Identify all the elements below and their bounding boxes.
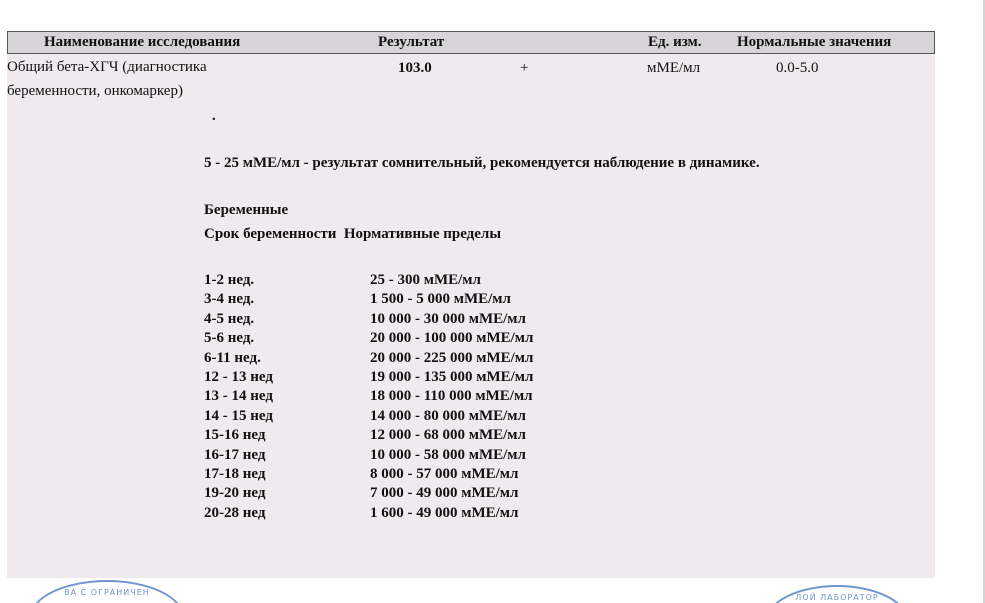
header-unit: Ед. изм. xyxy=(648,34,702,50)
comment-dot: . xyxy=(212,108,216,124)
col-term: Срок беременности xyxy=(204,226,337,242)
reference-row: 5-6 нед. 20 000 - 100 000 мМЕ/мл xyxy=(204,330,534,347)
pregnant-title: Беременные xyxy=(204,202,289,218)
reference-table-header xyxy=(204,226,501,243)
stamp-right-text: ЛОЙ ЛАБОРАТОР xyxy=(795,593,879,602)
pregnancy-reference-table xyxy=(204,271,533,523)
test-normal-range: 0.0-5.0 xyxy=(776,60,819,76)
table-header xyxy=(7,31,935,54)
header-test-name: Наименование исследования xyxy=(44,34,241,50)
reference-row: 6-11 нед. 20 000 - 225 000 мМЕ/мл xyxy=(204,349,534,366)
reference-row: 15-16 нед 12 000 - 68 000 мМЕ/мл xyxy=(204,427,526,444)
reference-row: 17-18 нед 8 000 - 57 000 мМЕ/мл xyxy=(204,465,519,482)
stamp-right xyxy=(765,585,909,603)
result-flag: + xyxy=(520,60,529,76)
reference-row: 4-5 нед. 10 000 - 30 000 мМЕ/мл xyxy=(204,310,526,327)
header-result: Результат xyxy=(378,34,445,50)
reference-row: 3-4 нед. 1 500 - 5 000 мМЕ/мл xyxy=(204,291,511,308)
reference-row: 16-17 нед 10 000 - 58 000 мМЕ/мл xyxy=(204,446,526,463)
stamp-left xyxy=(30,580,184,603)
reference-row: 14 - 15 нед 14 000 - 80 000 мМЕ/мл xyxy=(204,407,526,424)
reference-row: 13 - 14 нед 18 000 - 110 000 мМЕ/мл xyxy=(204,388,533,405)
doubtful-result-note: 5 - 25 мМЕ/мл - результат сомнительный, рекомендуется наблюдение в динамике. xyxy=(204,155,760,171)
header-normal-values: Нормальные значения xyxy=(737,34,892,50)
reference-row: 12 - 13 нед 19 000 - 135 000 мМЕ/мл xyxy=(204,368,534,385)
test-unit: мМЕ/мл xyxy=(647,60,701,76)
reference-row: 1-2 нед. 25 - 300 мМЕ/мл xyxy=(204,272,481,288)
stamp-left-text: ВА С ОГРАНИЧЕН xyxy=(64,588,150,597)
col-range: Нормативные пределы xyxy=(343,226,502,242)
reference-row: 19-20 нед 7 000 - 49 000 мМЕ/мл xyxy=(204,485,519,502)
test-name: Общий бета-ХГЧ (диагностика беременности, онкомаркер) xyxy=(7,59,207,99)
test-result-value: 103.0 xyxy=(398,60,432,76)
reference-row: 20-28 нед 1 600 - 49 000 мМЕ/мл xyxy=(204,504,519,521)
